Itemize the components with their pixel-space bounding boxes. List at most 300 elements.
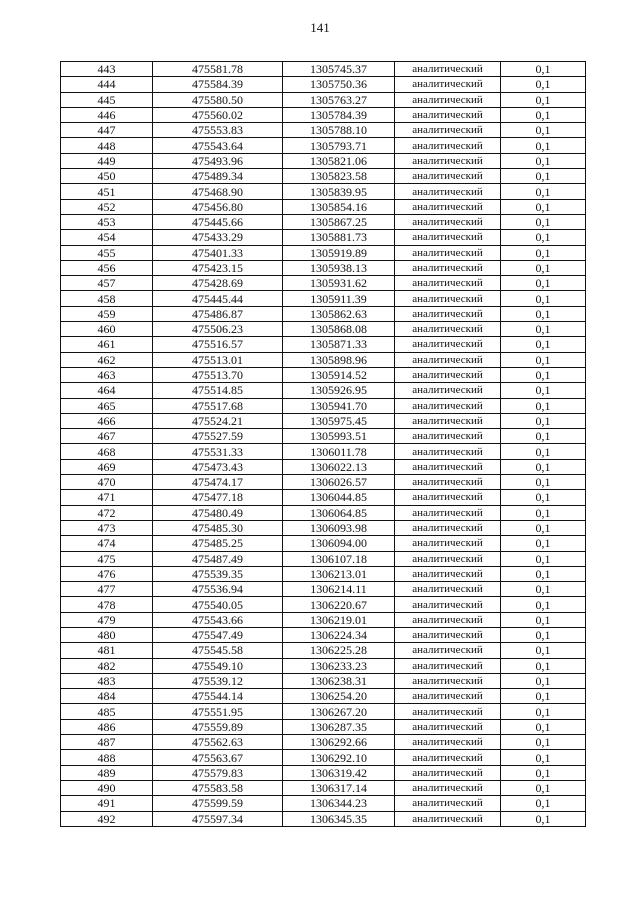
y-coordinate-cell: 1306287.35 [283,719,395,734]
accuracy-cell: 0,1 [501,413,586,428]
y-coordinate-cell: 1305941.70 [283,398,395,413]
table-row [61,719,586,734]
point-number-cell: 466 [61,413,153,428]
y-coordinate-cell: 1305784.39 [283,107,395,122]
method-cell: аналитический [395,658,501,673]
method-cell: аналитический [395,673,501,688]
point-number-cell: 472 [61,505,153,520]
table-row [61,490,586,505]
table-row [61,459,586,474]
x-coordinate-cell: 475597.34 [153,811,283,826]
table-row [61,230,586,245]
method-cell: аналитический [395,750,501,765]
point-number-cell: 476 [61,566,153,581]
accuracy-cell: 0,1 [501,245,586,260]
coordinates-table-body [61,62,586,827]
x-coordinate-cell: 475433.29 [153,230,283,245]
x-coordinate-cell: 475579.83 [153,765,283,780]
x-coordinate-cell: 475468.90 [153,184,283,199]
x-coordinate-cell: 475516.57 [153,337,283,352]
method-cell: аналитический [395,169,501,184]
x-coordinate-cell: 475549.10 [153,658,283,673]
method-cell: аналитический [395,107,501,122]
y-coordinate-cell: 1305867.25 [283,214,395,229]
accuracy-cell: 0,1 [501,475,586,490]
x-coordinate-cell: 475517.68 [153,398,283,413]
table-row [61,199,586,214]
accuracy-cell: 0,1 [501,735,586,750]
method-cell: аналитический [395,383,501,398]
accuracy-cell: 0,1 [501,398,586,413]
accuracy-cell: 0,1 [501,750,586,765]
table-row [61,505,586,520]
table-row [61,735,586,750]
y-coordinate-cell: 1306093.98 [283,520,395,535]
y-coordinate-cell: 1305911.39 [283,291,395,306]
y-coordinate-cell: 1305931.62 [283,276,395,291]
accuracy-cell: 0,1 [501,520,586,535]
method-cell: аналитический [395,811,501,826]
x-coordinate-cell: 475599.59 [153,796,283,811]
table-row [61,765,586,780]
point-number-cell: 449 [61,153,153,168]
point-number-cell: 443 [61,62,153,77]
point-number-cell: 453 [61,214,153,229]
method-cell: аналитический [395,796,501,811]
method-cell: аналитический [395,566,501,581]
method-cell: аналитический [395,551,501,566]
x-coordinate-cell: 475485.25 [153,536,283,551]
method-cell: аналитический [395,276,501,291]
point-number-cell: 446 [61,107,153,122]
accuracy-cell: 0,1 [501,719,586,734]
point-number-cell: 479 [61,612,153,627]
y-coordinate-cell: 1305823.58 [283,169,395,184]
y-coordinate-cell: 1305919.89 [283,245,395,260]
table-row [61,123,586,138]
table-row [61,214,586,229]
table-row [61,627,586,642]
method-cell: аналитический [395,123,501,138]
point-number-cell: 460 [61,322,153,337]
method-cell: аналитический [395,184,501,199]
y-coordinate-cell: 1305793.71 [283,138,395,153]
accuracy-cell: 0,1 [501,612,586,627]
accuracy-cell: 0,1 [501,169,586,184]
method-cell: аналитический [395,62,501,77]
accuracy-cell: 0,1 [501,352,586,367]
y-coordinate-cell: 1305854.16 [283,199,395,214]
y-coordinate-cell: 1306317.14 [283,780,395,795]
point-number-cell: 474 [61,536,153,551]
accuracy-cell: 0,1 [501,459,586,474]
accuracy-cell: 0,1 [501,566,586,581]
table-row [61,704,586,719]
point-number-cell: 451 [61,184,153,199]
y-coordinate-cell: 1306213.01 [283,566,395,581]
accuracy-cell: 0,1 [501,811,586,826]
accuracy-cell: 0,1 [501,77,586,92]
table-row [61,260,586,275]
accuracy-cell: 0,1 [501,429,586,444]
x-coordinate-cell: 475428.69 [153,276,283,291]
point-number-cell: 482 [61,658,153,673]
table-row [61,750,586,765]
accuracy-cell: 0,1 [501,658,586,673]
y-coordinate-cell: 1305750.36 [283,77,395,92]
point-number-cell: 484 [61,689,153,704]
y-coordinate-cell: 1305763.27 [283,92,395,107]
method-cell: аналитический [395,153,501,168]
table-row [61,352,586,367]
point-number-cell: 452 [61,199,153,214]
point-number-cell: 469 [61,459,153,474]
accuracy-cell: 0,1 [501,276,586,291]
method-cell: аналитический [395,735,501,750]
x-coordinate-cell: 475423.15 [153,260,283,275]
accuracy-cell: 0,1 [501,765,586,780]
y-coordinate-cell: 1306267.20 [283,704,395,719]
accuracy-cell: 0,1 [501,383,586,398]
y-coordinate-cell: 1306238.31 [283,673,395,688]
point-number-cell: 488 [61,750,153,765]
table-row [61,169,586,184]
point-number-cell: 471 [61,490,153,505]
y-coordinate-cell: 1305993.51 [283,429,395,444]
y-coordinate-cell: 1306220.67 [283,597,395,612]
x-coordinate-cell: 475545.58 [153,643,283,658]
method-cell: аналитический [395,582,501,597]
accuracy-cell: 0,1 [501,704,586,719]
y-coordinate-cell: 1306345.35 [283,811,395,826]
accuracy-cell: 0,1 [501,214,586,229]
x-coordinate-cell: 475563.67 [153,750,283,765]
y-coordinate-cell: 1305926.95 [283,383,395,398]
table-row [61,582,586,597]
x-coordinate-cell: 475514.85 [153,383,283,398]
accuracy-cell: 0,1 [501,551,586,566]
method-cell: аналитический [395,77,501,92]
accuracy-cell: 0,1 [501,627,586,642]
table-row [61,673,586,688]
x-coordinate-cell: 475445.44 [153,291,283,306]
x-coordinate-cell: 475581.78 [153,62,283,77]
point-number-cell: 480 [61,627,153,642]
point-number-cell: 478 [61,597,153,612]
table-row [61,413,586,428]
y-coordinate-cell: 1305821.06 [283,153,395,168]
table-row [61,337,586,352]
point-number-cell: 468 [61,444,153,459]
table-row [61,138,586,153]
table-row [61,291,586,306]
coordinates-table [60,61,586,827]
x-coordinate-cell: 475539.12 [153,673,283,688]
table-row [61,551,586,566]
x-coordinate-cell: 475539.35 [153,566,283,581]
point-number-cell: 455 [61,245,153,260]
x-coordinate-cell: 475543.66 [153,612,283,627]
x-coordinate-cell: 475485.30 [153,520,283,535]
x-coordinate-cell: 475562.63 [153,735,283,750]
method-cell: аналитический [395,490,501,505]
method-cell: аналитический [395,199,501,214]
point-number-cell: 481 [61,643,153,658]
x-coordinate-cell: 475506.23 [153,322,283,337]
y-coordinate-cell: 1306011.78 [283,444,395,459]
y-coordinate-cell: 1306319.42 [283,765,395,780]
point-number-cell: 462 [61,352,153,367]
point-number-cell: 485 [61,704,153,719]
point-number-cell: 448 [61,138,153,153]
method-cell: аналитический [395,322,501,337]
x-coordinate-cell: 475489.34 [153,169,283,184]
x-coordinate-cell: 475480.49 [153,505,283,520]
point-number-cell: 486 [61,719,153,734]
accuracy-cell: 0,1 [501,505,586,520]
x-coordinate-cell: 475580.50 [153,92,283,107]
point-number-cell: 454 [61,230,153,245]
x-coordinate-cell: 475536.94 [153,582,283,597]
method-cell: аналитический [395,520,501,535]
method-cell: аналитический [395,704,501,719]
y-coordinate-cell: 1306107.18 [283,551,395,566]
y-coordinate-cell: 1306292.66 [283,735,395,750]
method-cell: аналитический [395,230,501,245]
accuracy-cell: 0,1 [501,796,586,811]
x-coordinate-cell: 475401.33 [153,245,283,260]
point-number-cell: 487 [61,735,153,750]
y-coordinate-cell: 1306022.13 [283,459,395,474]
x-coordinate-cell: 475474.17 [153,475,283,490]
y-coordinate-cell: 1305788.10 [283,123,395,138]
y-coordinate-cell: 1305871.33 [283,337,395,352]
point-number-cell: 458 [61,291,153,306]
method-cell: аналитический [395,505,501,520]
accuracy-cell: 0,1 [501,92,586,107]
x-coordinate-cell: 475456.80 [153,199,283,214]
x-coordinate-cell: 475524.21 [153,413,283,428]
x-coordinate-cell: 475559.89 [153,719,283,734]
y-coordinate-cell: 1306044.85 [283,490,395,505]
table-row [61,62,586,77]
accuracy-cell: 0,1 [501,153,586,168]
accuracy-cell: 0,1 [501,260,586,275]
accuracy-cell: 0,1 [501,643,586,658]
table-row [61,612,586,627]
accuracy-cell: 0,1 [501,337,586,352]
accuracy-cell: 0,1 [501,306,586,321]
point-number-cell: 457 [61,276,153,291]
y-coordinate-cell: 1306224.34 [283,627,395,642]
method-cell: аналитический [395,765,501,780]
table-row [61,306,586,321]
table-row [61,796,586,811]
y-coordinate-cell: 1306292.10 [283,750,395,765]
method-cell: аналитический [395,337,501,352]
table-row [61,597,586,612]
method-cell: аналитический [395,260,501,275]
method-cell: аналитический [395,597,501,612]
method-cell: аналитический [395,291,501,306]
x-coordinate-cell: 475553.83 [153,123,283,138]
x-coordinate-cell: 475487.49 [153,551,283,566]
x-coordinate-cell: 475543.64 [153,138,283,153]
table-row [61,780,586,795]
method-cell: аналитический [395,306,501,321]
x-coordinate-cell: 475560.02 [153,107,283,122]
x-coordinate-cell: 475583.58 [153,780,283,795]
accuracy-cell: 0,1 [501,597,586,612]
method-cell: аналитический [395,367,501,382]
point-number-cell: 445 [61,92,153,107]
table-row [61,566,586,581]
point-number-cell: 464 [61,383,153,398]
y-coordinate-cell: 1305745.37 [283,62,395,77]
y-coordinate-cell: 1306026.57 [283,475,395,490]
accuracy-cell: 0,1 [501,490,586,505]
x-coordinate-cell: 475540.05 [153,597,283,612]
table-row [61,658,586,673]
table-row [61,475,586,490]
method-cell: аналитический [395,245,501,260]
y-coordinate-cell: 1306064.85 [283,505,395,520]
method-cell: аналитический [395,536,501,551]
table-row [61,643,586,658]
table-row [61,184,586,199]
y-coordinate-cell: 1305862.63 [283,306,395,321]
method-cell: аналитический [395,429,501,444]
table-row [61,689,586,704]
x-coordinate-cell: 475473.43 [153,459,283,474]
x-coordinate-cell: 475544.14 [153,689,283,704]
x-coordinate-cell: 475513.70 [153,367,283,382]
table-row [61,520,586,535]
point-number-cell: 473 [61,520,153,535]
method-cell: аналитический [395,719,501,734]
table-row [61,107,586,122]
method-cell: аналитический [395,612,501,627]
y-coordinate-cell: 1305881.73 [283,230,395,245]
accuracy-cell: 0,1 [501,367,586,382]
accuracy-cell: 0,1 [501,689,586,704]
x-coordinate-cell: 475445.66 [153,214,283,229]
y-coordinate-cell: 1306233.23 [283,658,395,673]
table-row [61,322,586,337]
x-coordinate-cell: 475547.49 [153,627,283,642]
method-cell: аналитический [395,475,501,490]
y-coordinate-cell: 1306225.28 [283,643,395,658]
accuracy-cell: 0,1 [501,291,586,306]
table-row [61,536,586,551]
y-coordinate-cell: 1306094.00 [283,536,395,551]
accuracy-cell: 0,1 [501,123,586,138]
page-number: 141 [310,20,330,35]
point-number-cell: 459 [61,306,153,321]
accuracy-cell: 0,1 [501,322,586,337]
accuracy-cell: 0,1 [501,673,586,688]
point-number-cell: 491 [61,796,153,811]
method-cell: аналитический [395,780,501,795]
table-row [61,398,586,413]
method-cell: аналитический [395,459,501,474]
accuracy-cell: 0,1 [501,138,586,153]
accuracy-cell: 0,1 [501,780,586,795]
accuracy-cell: 0,1 [501,582,586,597]
point-number-cell: 444 [61,77,153,92]
table-row [61,153,586,168]
point-number-cell: 450 [61,169,153,184]
x-coordinate-cell: 475477.18 [153,490,283,505]
point-number-cell: 490 [61,780,153,795]
method-cell: аналитический [395,689,501,704]
x-coordinate-cell: 475551.95 [153,704,283,719]
method-cell: аналитический [395,413,501,428]
method-cell: аналитический [395,627,501,642]
table-row [61,811,586,826]
accuracy-cell: 0,1 [501,62,586,77]
accuracy-cell: 0,1 [501,107,586,122]
accuracy-cell: 0,1 [501,184,586,199]
point-number-cell: 467 [61,429,153,444]
y-coordinate-cell: 1306254.20 [283,689,395,704]
x-coordinate-cell: 475486.87 [153,306,283,321]
method-cell: аналитический [395,138,501,153]
y-coordinate-cell: 1305868.08 [283,322,395,337]
method-cell: аналитический [395,444,501,459]
point-number-cell: 483 [61,673,153,688]
y-coordinate-cell: 1306344.23 [283,796,395,811]
table-row [61,276,586,291]
point-number-cell: 477 [61,582,153,597]
method-cell: аналитический [395,214,501,229]
table-row [61,367,586,382]
table-row [61,383,586,398]
table-row [61,429,586,444]
point-number-cell: 475 [61,551,153,566]
y-coordinate-cell: 1305975.45 [283,413,395,428]
y-coordinate-cell: 1305898.96 [283,352,395,367]
table-row [61,92,586,107]
y-coordinate-cell: 1305938.13 [283,260,395,275]
x-coordinate-cell: 475493.96 [153,153,283,168]
x-coordinate-cell: 475531.33 [153,444,283,459]
table-row [61,444,586,459]
point-number-cell: 489 [61,765,153,780]
x-coordinate-cell: 475513.01 [153,352,283,367]
accuracy-cell: 0,1 [501,536,586,551]
y-coordinate-cell: 1305914.52 [283,367,395,382]
method-cell: аналитический [395,92,501,107]
y-coordinate-cell: 1306219.01 [283,612,395,627]
method-cell: аналитический [395,398,501,413]
point-number-cell: 456 [61,260,153,275]
method-cell: аналитический [395,643,501,658]
accuracy-cell: 0,1 [501,230,586,245]
accuracy-cell: 0,1 [501,444,586,459]
point-number-cell: 463 [61,367,153,382]
point-number-cell: 492 [61,811,153,826]
point-number-cell: 470 [61,475,153,490]
accuracy-cell: 0,1 [501,199,586,214]
point-number-cell: 461 [61,337,153,352]
method-cell: аналитический [395,352,501,367]
table-row [61,245,586,260]
point-number-cell: 465 [61,398,153,413]
point-number-cell: 447 [61,123,153,138]
x-coordinate-cell: 475584.39 [153,77,283,92]
x-coordinate-cell: 475527.59 [153,429,283,444]
